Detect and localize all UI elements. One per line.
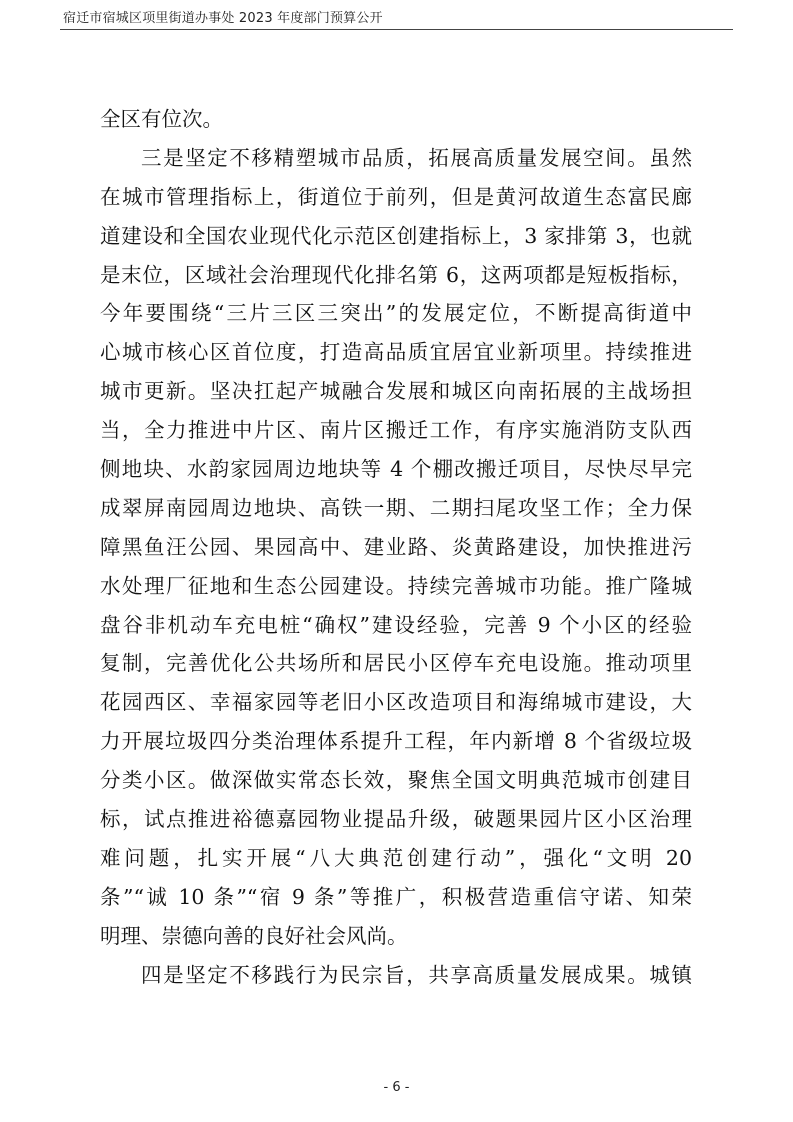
text-line: 难问题，扎实开展“八大典范创建行动”，强化“文明 20 — [100, 845, 692, 870]
page-number: - 6 - — [383, 1080, 410, 1095]
text-line: 在城市管理指标上，街道位于前列，但是黄河故道生态富民廊 — [100, 184, 692, 209]
text-line: 复制，完善优化公共场所和居民小区停车充电设施。推动项里 — [100, 651, 692, 676]
text-line: 障黑鱼汪公园、果园高中、建业路、炎黄路建设，加快推进污 — [100, 534, 692, 559]
text-line: 侧地块、水韵家园周边地块等 4 个棚改搬迁项目，尽快尽早完 — [100, 457, 692, 482]
text-line: 三是坚定不移精塑城市品质，拓展高质量发展空间。虽然 — [141, 145, 692, 170]
text-line: 成翠屏南园周边地块、高铁一期、二期扫尾攻坚工作；全力保 — [100, 495, 692, 520]
text-line: 标，试点推进裕德嘉园物业提品升级，破题果园片区小区治理 — [100, 807, 692, 832]
text-line: 今年要围绕“三片三区三突出”的发展定位，不断提高街道中 — [100, 301, 692, 326]
text-line: 是末位，区域社会治理现代化排名第 6，这两项都是短板指标， — [100, 262, 692, 287]
text-line: 花园西区、幸福家园等老旧小区改造项目和海绵城市建设，大 — [100, 690, 692, 715]
text-line: 盘谷非机动车充电桩“确权”建设经验，完善 9 个小区的经验 — [100, 612, 692, 637]
text-line: 分类小区。做深做实常态长效，聚焦全国文明典范城市创建目 — [100, 768, 692, 793]
document-body — [100, 100, 692, 994]
text-line: 全区有位次。 — [100, 107, 223, 131]
text-line: 水处理厂征地和生态公园建设。持续完善城市功能。推广隆城 — [100, 573, 692, 598]
text-line: 城市更新。坚决扛起产城融合发展和城区向南拓展的主战场担 — [100, 379, 692, 404]
text-line: 力开展垃圾四分类治理体系提升工程，年内新增 8 个省级垃圾 — [100, 729, 692, 754]
text-line: 明理、崇德向善的良好社会风尚。 — [100, 923, 408, 948]
page-header-title: 宿迁市宿城区项里街道办事处 2023 年度部门预算公开 — [63, 11, 383, 26]
text-line: 心城市核心区首位度，打造高品质宜居宜业新项里。持续推进 — [100, 340, 692, 365]
text-line: 四是坚定不移践行为民宗旨，共享高质量发展成果。城镇 — [141, 962, 692, 987]
header-divider — [60, 29, 733, 30]
text-line: 道建设和全国农业现代化示范区创建指标上，3 家排第 3，也就 — [100, 223, 692, 248]
text-line: 当，全力推进中片区、南片区搬迁工作，有序实施消防支队西 — [100, 418, 692, 443]
text-line: 条”“诚 10 条”“宿 9 条”等推广，积极营造重信守诺、知荣 — [100, 884, 692, 909]
